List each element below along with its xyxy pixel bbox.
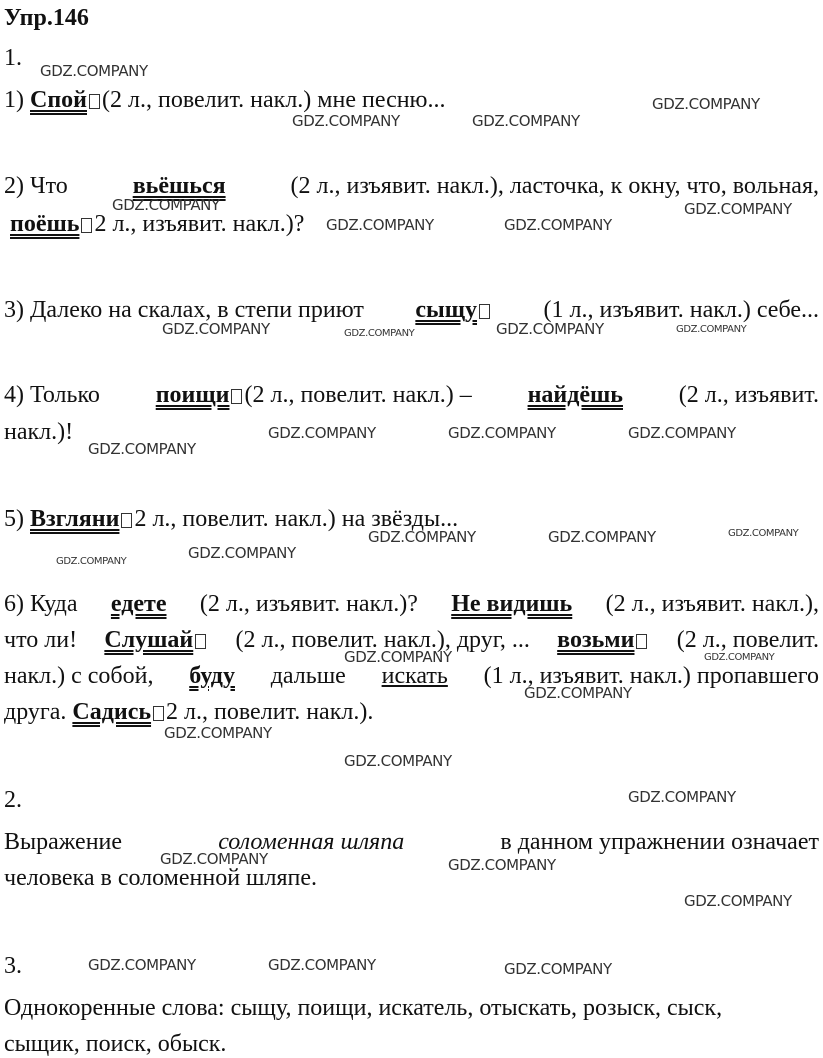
watermark: GDZ.COMPANY bbox=[344, 752, 452, 770]
watermark: GDZ.COMPANY bbox=[504, 216, 612, 234]
sentence-text: 3) Далеко на скалах, в степи приют bbox=[4, 297, 364, 323]
watermark: GDZ.COMPANY bbox=[268, 956, 376, 974]
watermark: GDZ.COMPANY bbox=[628, 424, 736, 442]
watermark: GDZ.COMPANY bbox=[40, 62, 148, 80]
section-3-number: 3. bbox=[4, 953, 22, 979]
paragraph-text: Выражение bbox=[4, 829, 123, 855]
watermark: GDZ.COMPANY bbox=[326, 216, 434, 234]
box-icon bbox=[636, 634, 647, 649]
box-icon bbox=[479, 304, 490, 319]
watermark: GDZ.COMPANY bbox=[344, 328, 415, 339]
highlighted-verb: сыщу bbox=[415, 297, 478, 323]
sentence-text: накл.) с собой, bbox=[4, 663, 154, 689]
annotation: (2 л., повелит. накл.) мне песню... bbox=[102, 87, 446, 113]
watermark: GDZ.COMPANY bbox=[268, 424, 376, 442]
sentence-1 bbox=[4, 86, 446, 114]
paragraph-2-line-1 bbox=[4, 828, 819, 856]
sentence-text: 4) Только bbox=[4, 382, 100, 408]
sentence-4-line-2: накл.)! bbox=[4, 419, 74, 445]
section-1-number: 1. bbox=[4, 45, 22, 71]
watermark: GDZ.COMPANY bbox=[524, 684, 632, 702]
highlighted-verb: поёшь bbox=[10, 211, 80, 237]
highlighted-verb: Не видишь bbox=[451, 591, 573, 617]
watermark: GDZ.COMPANY bbox=[472, 112, 580, 130]
sentence-text: дальше bbox=[270, 663, 346, 689]
watermark: GDZ.COMPANY bbox=[504, 960, 612, 978]
annotation: (2 л., повелит. bbox=[676, 627, 819, 653]
watermark: GDZ.COMPANY bbox=[684, 892, 792, 910]
watermark: GDZ.COMPANY bbox=[496, 320, 604, 338]
underlined-verb: искать bbox=[381, 663, 448, 689]
watermark: GDZ.COMPANY bbox=[56, 556, 127, 567]
watermark: GDZ.COMPANY bbox=[448, 424, 556, 442]
sentence-number: 1) bbox=[4, 87, 24, 113]
box-icon bbox=[89, 94, 100, 109]
watermark: GDZ.COMPANY bbox=[88, 440, 196, 458]
annotation: (2 л., изъявит. bbox=[678, 382, 819, 408]
highlighted-verb: поищи bbox=[155, 382, 230, 408]
highlighted-verb: Слушай bbox=[104, 627, 194, 653]
watermark: GDZ.COMPANY bbox=[676, 324, 747, 335]
sentence-text: друга. bbox=[4, 699, 67, 725]
sentence-6-line-1 bbox=[4, 590, 819, 618]
sentence-text: 5) bbox=[4, 506, 24, 532]
section-2-number: 2. bbox=[4, 787, 22, 813]
sentence-6-line-3 bbox=[4, 662, 819, 690]
exercise-title: Упр.146 bbox=[4, 5, 89, 31]
watermark: GDZ.COMPANY bbox=[164, 724, 272, 742]
sentence-text: что ли! bbox=[4, 627, 78, 653]
highlighted-verb: едете bbox=[110, 591, 167, 617]
annotation: (1 л., изъявит. накл.) себе... bbox=[543, 297, 819, 323]
watermark: GDZ.COMPANY bbox=[112, 196, 220, 214]
paragraph-3-line-2: сыщик, поиск, обыск. bbox=[4, 1031, 227, 1057]
box-icon bbox=[81, 218, 92, 233]
paragraph-2-line-2: человека в соломенной шляпе. bbox=[4, 865, 318, 891]
annotation: 2 л., повелит. накл.). bbox=[166, 699, 374, 725]
sentence-text: 6) Куда bbox=[4, 591, 78, 617]
box-icon bbox=[195, 634, 206, 649]
box-icon bbox=[153, 706, 164, 721]
watermark: GDZ.COMPANY bbox=[548, 528, 656, 546]
watermark: GDZ.COMPANY bbox=[704, 652, 775, 663]
annotation: (1 л., изъявит. накл.) пропавшего bbox=[483, 663, 819, 689]
watermark: GDZ.COMPANY bbox=[344, 648, 452, 666]
highlighted-verb: буду bbox=[189, 663, 235, 689]
watermark: GDZ.COMPANY bbox=[728, 528, 799, 539]
annotation: (2 л., повелит. накл.), друг, ... bbox=[235, 627, 530, 653]
watermark: GDZ.COMPANY bbox=[292, 112, 400, 130]
paragraph-text: в данном упражнении означает bbox=[500, 829, 819, 855]
highlighted-verb: Спой bbox=[30, 87, 87, 113]
annotation: 2 л., изъявит. накл.)? bbox=[94, 211, 305, 237]
box-icon bbox=[231, 389, 242, 404]
watermark: GDZ.COMPANY bbox=[160, 850, 268, 868]
watermark: GDZ.COMPANY bbox=[188, 544, 296, 562]
sentence-6-line-4 bbox=[4, 698, 373, 726]
watermark: GDZ.COMPANY bbox=[88, 956, 196, 974]
highlighted-verb: Взгляни bbox=[30, 506, 120, 532]
sentence-text: 2) Что bbox=[4, 173, 68, 199]
sentence-4-line-1 bbox=[4, 381, 819, 409]
highlighted-verb: возьми bbox=[557, 627, 635, 653]
watermark: GDZ.COMPANY bbox=[448, 856, 556, 874]
annotation: (2 л., повелит. накл.) – bbox=[244, 382, 472, 408]
paragraph-3-line-1: Однокоренные слова: сыщу, поищи, искатель, отыскать, розыск, сыск, bbox=[4, 995, 723, 1021]
watermark: GDZ.COMPANY bbox=[652, 95, 760, 113]
watermark: GDZ.COMPANY bbox=[684, 200, 792, 218]
watermark: GDZ.COMPANY bbox=[162, 320, 270, 338]
sentence-2-line-2 bbox=[4, 210, 304, 238]
annotation: (2 л., изъявит. накл.)? bbox=[199, 591, 418, 617]
sentence-3 bbox=[4, 296, 819, 324]
italic-phrase: соломенная шляпа bbox=[218, 829, 405, 855]
highlighted-verb: найдёшь bbox=[527, 382, 623, 408]
annotation: (2 л., изъявит. накл.), bbox=[605, 591, 819, 617]
annotation: 2 л., повелит. накл.) на звёзды... bbox=[134, 506, 459, 532]
watermark: GDZ.COMPANY bbox=[368, 528, 476, 546]
box-icon bbox=[121, 513, 132, 528]
highlighted-verb: Садись bbox=[72, 699, 152, 725]
watermark: GDZ.COMPANY bbox=[628, 788, 736, 806]
highlighted-verb: вьёшься bbox=[132, 173, 226, 199]
annotation: (2 л., изъявит. накл.), ласточка, к окну, что, вольная, bbox=[290, 173, 819, 199]
